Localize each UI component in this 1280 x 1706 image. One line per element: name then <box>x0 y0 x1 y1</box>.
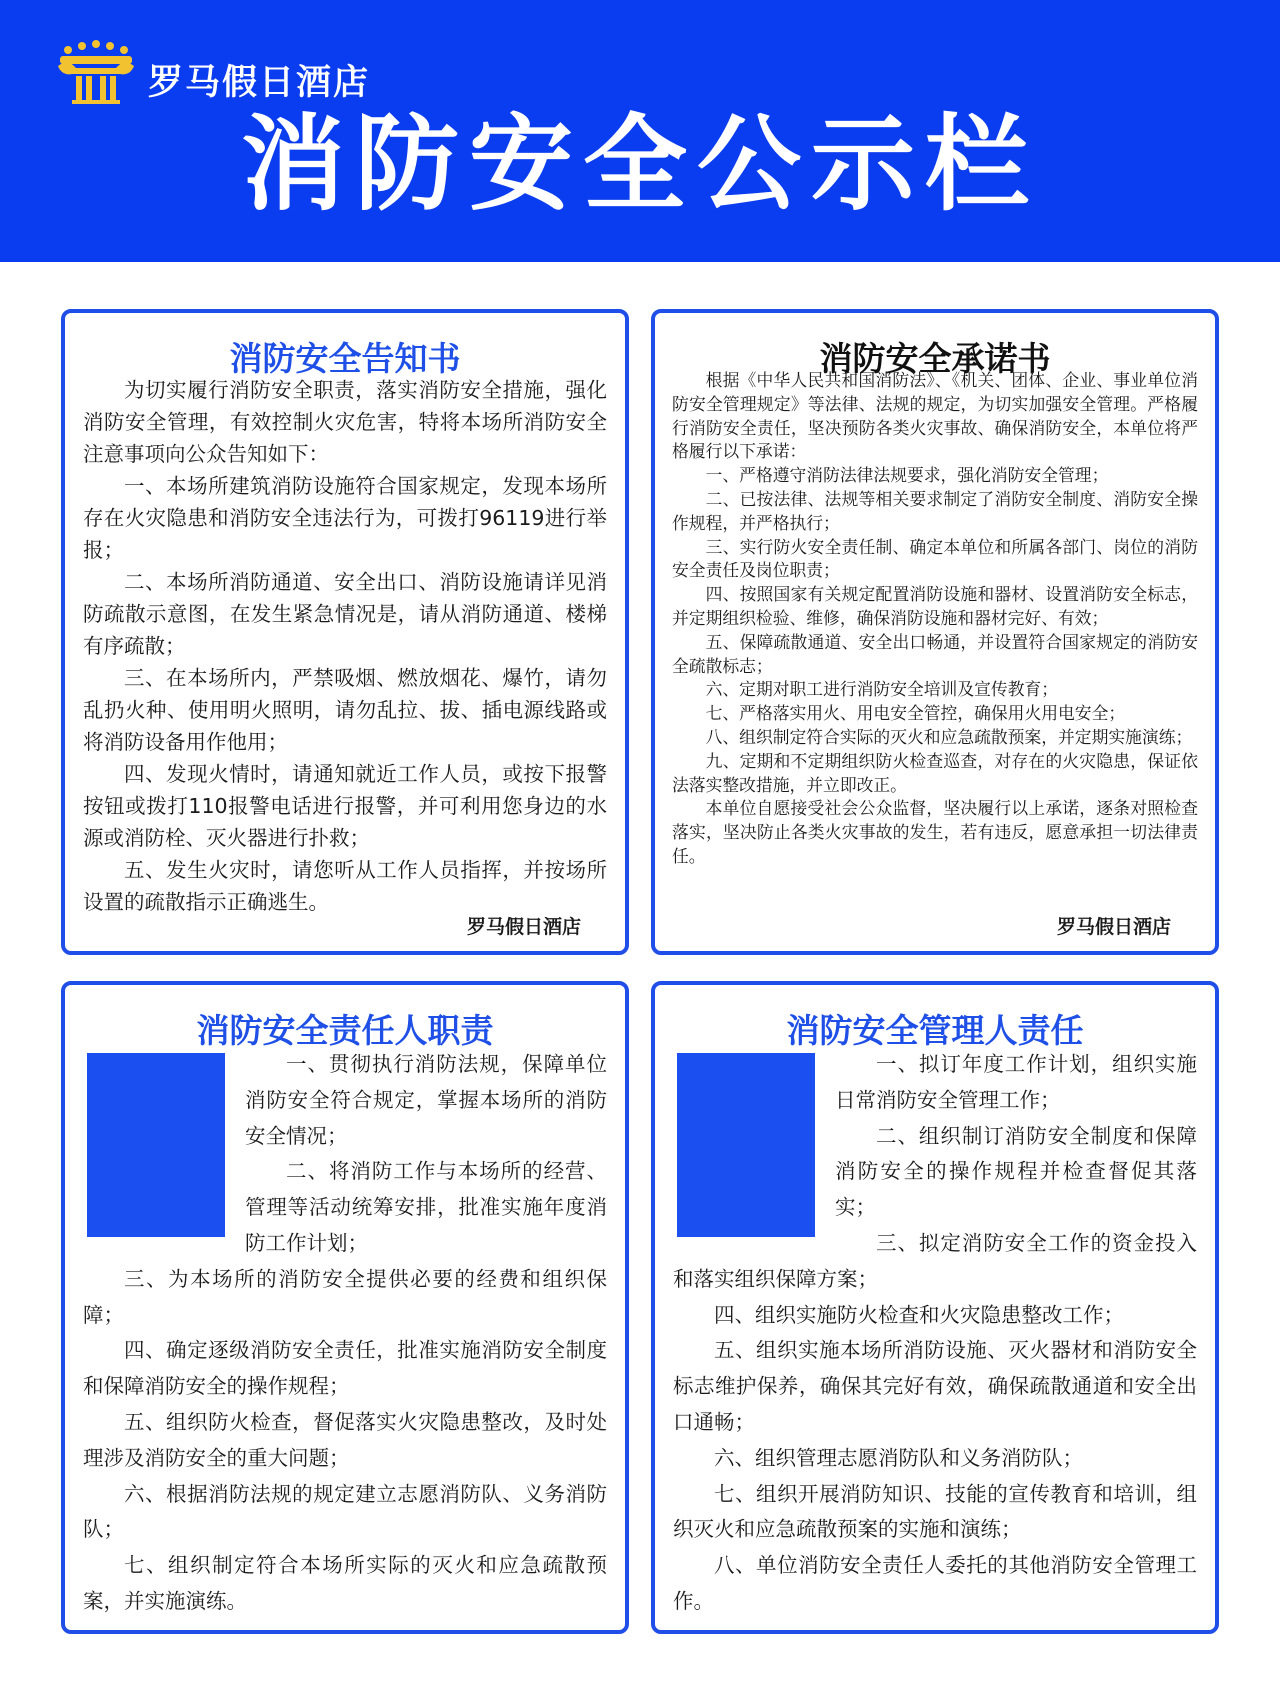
header-banner <box>0 0 1280 262</box>
duty-item: 四、确定逐级消防安全责任，批准实施消防安全制度和保障消防安全的操作规程； <box>83 1338 607 1399</box>
duty-item: 二、组织制订消防安全制度和保障消防安全的操作规程并检查督促其落实； <box>835 1123 1197 1220</box>
duty-item: 一、拟订年度工作计划，组织实施日常消防安全管理工作； <box>835 1052 1197 1112</box>
photo-placeholder <box>87 1053 225 1237</box>
notice-paragraph: 四、发现火情时，请通知就近工作人员，或按下报警按钮或拨打110报警电话进行报警，并可利用您身边的水源或消防栓、灭火器进行扑救； <box>83 762 607 850</box>
duty-item: 六、根据消防法规的规定建立志愿消防队、义务消防队； <box>83 1481 607 1542</box>
duty-item: 三、拟定消防安全工作的资金投入和落实组织保障方案； <box>673 1230 1197 1291</box>
pledge-paragraph: 二、已按法律、法规等相关要求制定了消防安全制度、消防安全操作规程，并严格执行； <box>672 488 1198 533</box>
notice-title: 消防安全告知书 <box>229 339 461 378</box>
pledge-paragraph: 本单位自愿接受社会公众监督，坚决履行以上承诺，逐条对照检查落实，坚决防止各类火灾事故的发生，若有违反，愿意承担一切法律责任。 <box>672 798 1198 866</box>
pledge-paragraph: 三、实行防火安全责任制、确定本单位和所属各部门、岗位的消防安全责任及岗位职责； <box>672 536 1198 581</box>
notice-panel <box>61 309 629 955</box>
manager-title: 消防安全管理人责任 <box>786 1011 1084 1050</box>
responsible-person-panel <box>61 981 629 1634</box>
duty-item: 四、组织实施防火检查和火灾隐患整改工作； <box>714 1302 1124 1327</box>
notice-paragraph: 三、在本场所内，严禁吸烟、燃放烟花、爆竹，请勿乱扔火种、使用明火照明，请勿乱拉、拔、插电源线路或将消防设备用作他用； <box>83 666 607 754</box>
duty-item: 六、组织管理志愿消防队和义务消防队； <box>714 1445 1083 1470</box>
brand-name: 罗马假日酒店 <box>148 62 371 103</box>
pledge-paragraph: 一、严格遵守消防法律法规要求，强化消防安全管理； <box>705 465 1109 486</box>
pledge-signature: 罗马假日酒店 <box>1056 916 1171 938</box>
responsible-person-title: 消防安全责任人职责 <box>196 1011 494 1050</box>
duty-item: 八、单位消防安全责任人委托的其他消防安全管理工作。 <box>673 1553 1197 1613</box>
duty-item: 七、组织开展消防知识、技能的宣传教育和培训，组织灭火和应急疏散预案的实施和演练； <box>673 1481 1197 1542</box>
duty-item: 一、贯彻执行消防法规，保障单位消防安全符合规定，掌握本场所的消防安全情况； <box>245 1052 607 1148</box>
pledge-panel <box>651 309 1219 955</box>
notice-paragraph: 二、本场所消防通道、安全出口、消防设施请详见消防疏散示意图，在发生紧急情况是，请从消防通道、楼梯有序疏散； <box>83 570 607 658</box>
pledge-paragraph: 七、严格落实用火、用电安全管控，确保用火用电安全； <box>705 703 1126 724</box>
responsible-person-body <box>83 1047 607 1620</box>
duty-item: 二、将消防工作与本场所的经营、管理等活动统筹安排，批准实施年度消防工作计划； <box>245 1159 607 1255</box>
notice-paragraph: 一、本场所建筑消防设施符合国家规定，发现本场所存在火灾隐患和消防安全违法行为，可拨打96119进行举报； <box>83 474 607 562</box>
duty-item: 五、组织防火检查，督促落实火灾隐患整改，及时处理涉及消防安全的重大问题； <box>83 1409 607 1470</box>
notice-signature: 罗马假日酒店 <box>466 916 581 938</box>
notice-paragraph: 五、发生火灾时，请您听从工作人员指挥，并按场所设置的疏散指示正确逃生。 <box>83 858 607 914</box>
pledge-paragraph: 八、组织制定符合实际的灭火和应急疏散预案，并定期实施演练； <box>705 726 1193 747</box>
manager-panel <box>651 981 1219 1634</box>
pillar-crown-logo-icon <box>56 40 136 108</box>
page-title: 消防安全公示栏 <box>240 103 1039 225</box>
pledge-paragraph: 九、定期和不定期组织防火检查巡查，对存在的火灾隐患，保证依法落实整改措施，并立即改正。 <box>672 750 1198 795</box>
notice-paragraph: 为切实履行消防安全职责，落实消防安全措施，强化消防安全管理，有效控制火灾危害，特将本场所消防安全注意事项向公众告知如下： <box>83 378 607 466</box>
duty-item: 三、为本场所的消防安全提供必要的经费和组织保障； <box>83 1266 607 1327</box>
pledge-paragraph: 五、保障疏散通道、安全出口畅通，并设置符合国家规定的消防安全疏散标志； <box>672 631 1198 676</box>
pledge-body <box>672 369 1198 869</box>
photo-placeholder <box>677 1053 815 1237</box>
pledge-paragraph: 六、定期对职工进行消防安全培训及宣传教育； <box>705 679 1059 700</box>
pledge-title: 消防安全承诺书 <box>819 339 1051 378</box>
notice-body <box>83 374 607 918</box>
pledge-paragraph: 根据《中华人民共和国消防法》、《机关、团体、企业、事业单位消防安全管理规定》等法律、法规的规定，为切实加强安全管理。严格履行消防安全责任，坚决预防各类火灾事故、确保消防安全，本单位将严格履行以下承诺： <box>672 370 1198 462</box>
manager-body <box>673 1047 1197 1620</box>
duty-item: 五、组织实施本场所消防设施、灭火器材和消防安全标志维护保养，确保其完好有效，确保疏散通道和安全出口通畅； <box>673 1338 1197 1434</box>
pledge-paragraph: 四、按照国家有关规定配置消防设施和器材、设置消防安全标志，并定期组织检验、维修，确保消防设施和器材完好、有效； <box>672 584 1198 628</box>
duty-item: 七、组织制定符合本场所实际的灭火和应急疏散预案，并实施演练。 <box>83 1553 607 1613</box>
